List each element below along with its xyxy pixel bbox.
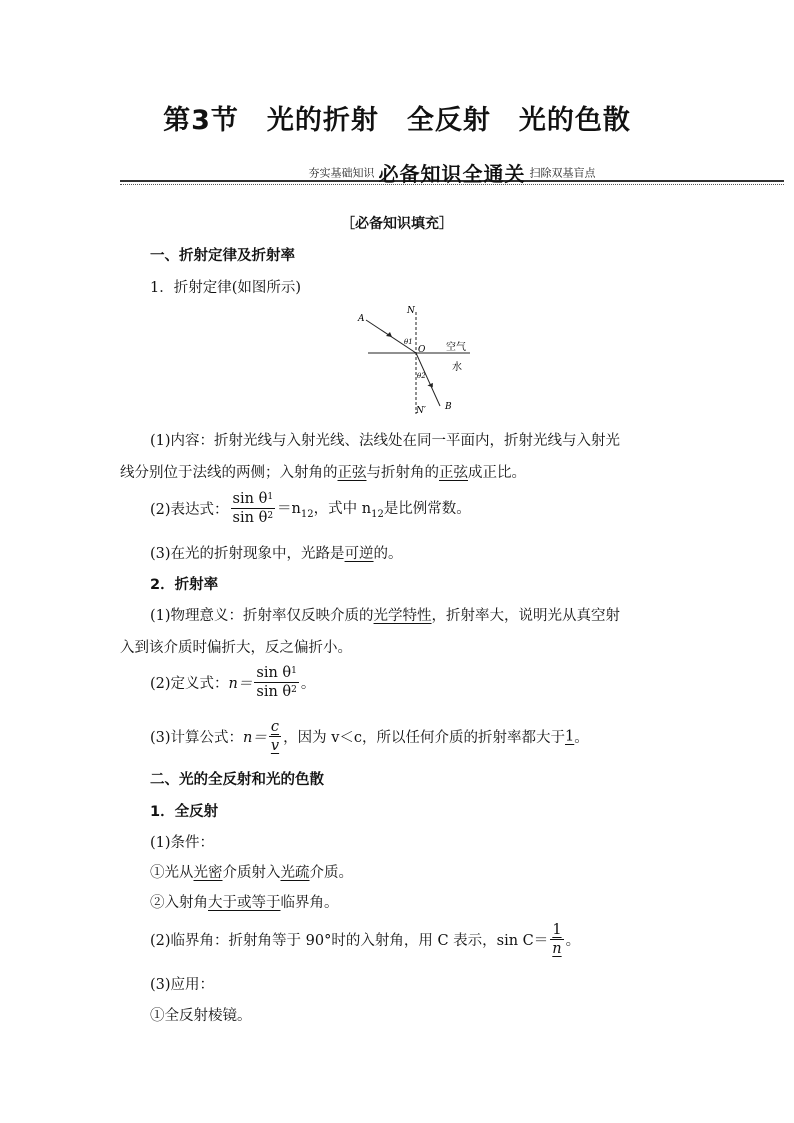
condition-1-text-2: 介质射入: [222, 865, 281, 881]
critical-denominator: n: [552, 941, 562, 957]
content-text-1: 线分别位于法线的两侧；入射角的: [120, 465, 338, 481]
condition-2-text: ②入射角: [150, 895, 208, 911]
banner-right-text: 扫除双基盲点: [529, 166, 596, 180]
reversible-end: 的。: [373, 546, 403, 562]
calc-text: ，因为 v＜c，所以任何介质的折射率都大于: [283, 730, 566, 746]
def-numerator-index: 1: [291, 666, 297, 676]
critical-numerator: 1: [552, 922, 562, 938]
fraction-numerator: sin θ: [232, 491, 268, 507]
section1-sub1: 1．折射定律(如图所示): [150, 280, 302, 296]
expression-fraction: [231, 490, 276, 527]
calc-end: 。: [574, 730, 589, 746]
title-part1: 光的折射: [266, 105, 379, 136]
label-N: N: [407, 306, 415, 316]
fraction-denominator: sin θ: [232, 510, 268, 526]
answer-greater-equal: 大于或等于: [208, 895, 281, 911]
content-line1: (1)内容：折射光线与入射光线、法线处在同一平面内，折射光线与入射光: [150, 433, 621, 449]
calc-n: n＝: [243, 730, 267, 746]
definition-end: 。: [300, 676, 316, 692]
meaning-text-2: ，折射率大，说明光从真空射: [431, 608, 621, 624]
label-A: A: [358, 314, 365, 324]
section-banner: [120, 158, 784, 188]
title-section: 第3节: [163, 105, 239, 136]
application-1: ①全反射棱镜。: [150, 1008, 252, 1024]
condition-2-end: 临界角。: [280, 895, 339, 911]
expression-end: 是比例常数。: [383, 501, 471, 518]
answer-optically-dense: 光密: [193, 865, 223, 881]
meaning-line1: [150, 604, 620, 625]
refraction-diagram: [350, 300, 480, 420]
meaning-line2: 入到该介质时偏折大，反之偏折小。: [120, 640, 352, 656]
page-title: [0, 98, 794, 137]
critical-angle-end: 。: [565, 933, 581, 949]
answer-optical-property: 光学特性: [373, 608, 432, 624]
section1-heading: 一、折射定律及折射率: [150, 248, 295, 264]
def-numerator: sin θ: [256, 665, 292, 681]
expression-label: (2)表达式：: [150, 502, 229, 518]
expression-line: [150, 490, 471, 527]
calc-fraction: [269, 718, 281, 755]
answer-optically-sparse: 光疏: [280, 865, 310, 881]
expression-sub2: 12: [371, 508, 384, 520]
condition-1-end: 介质。: [309, 865, 353, 881]
content-text-3: 成正比。: [468, 465, 526, 481]
refracted-arrow: [427, 383, 434, 389]
answer-reversible: 可逆: [344, 546, 374, 562]
section2-sub1: 1．全反射: [150, 804, 219, 820]
definition-n: n＝: [228, 676, 253, 692]
banner-center-text: 必备知识全通关: [378, 162, 526, 186]
condition-label: (1)条件：: [150, 835, 215, 851]
calc-numerator: c: [270, 719, 280, 735]
label-water: 水: [452, 362, 462, 373]
definition-line: [150, 664, 315, 701]
label-theta1: θ1: [404, 338, 413, 346]
critical-angle-text: (2)临界角：折射角等于 90°时的入射角，用 C 表示，sin C＝: [150, 933, 549, 949]
banner-left-text: 夯实基础知识: [308, 166, 375, 180]
expression-eq: ＝n: [277, 501, 301, 518]
reversible-line: [150, 542, 403, 563]
label-O: O: [418, 345, 426, 355]
condition-1: [150, 861, 353, 882]
calc-label: (3)计算公式：: [150, 730, 244, 746]
label-air: 空气: [446, 342, 466, 353]
box-label: ［必备知识填充］: [341, 216, 453, 232]
answer-sine-2: 正弦: [439, 465, 468, 481]
title-part3: 光的色散: [518, 105, 631, 136]
meaning-text: (1)物理意义：折射率仅反映介质的: [150, 608, 374, 624]
answer-sine-1: 正弦: [337, 465, 367, 481]
reversible-text: (3)在光的折射现象中，光路是: [150, 546, 345, 562]
denominator-index: 2: [267, 511, 274, 521]
content-text-2: 与折射角的: [366, 465, 439, 481]
answer-one: 1: [565, 728, 575, 745]
def-denominator: sin θ: [256, 684, 292, 700]
critical-angle-line: [150, 921, 580, 958]
condition-1-text: ①光从: [150, 865, 194, 881]
application-label: (3)应用：: [150, 977, 215, 993]
definition-label: (2)定义式：: [150, 676, 229, 692]
incident-arrow: [386, 332, 392, 337]
numerator-index: 1: [267, 492, 274, 502]
title-part2: 全反射: [406, 105, 491, 136]
label-B: B: [445, 402, 452, 412]
content-line2: [120, 461, 526, 482]
label-theta2: θ2: [417, 372, 426, 380]
critical-angle-fraction: [550, 921, 563, 958]
section1-sub2: 2．折射率: [150, 577, 219, 593]
condition-2: [150, 891, 339, 912]
calc-denominator: v: [270, 738, 280, 754]
calc-line: [150, 718, 589, 755]
section2-heading: 二、光的全反射和光的色散: [150, 772, 324, 788]
definition-fraction: [254, 664, 299, 701]
expression-text: ，式中 n: [313, 501, 372, 518]
label-N-prime: N′: [416, 406, 426, 416]
def-denominator-index: 2: [291, 685, 297, 695]
expression-sub1: 12: [300, 508, 314, 520]
